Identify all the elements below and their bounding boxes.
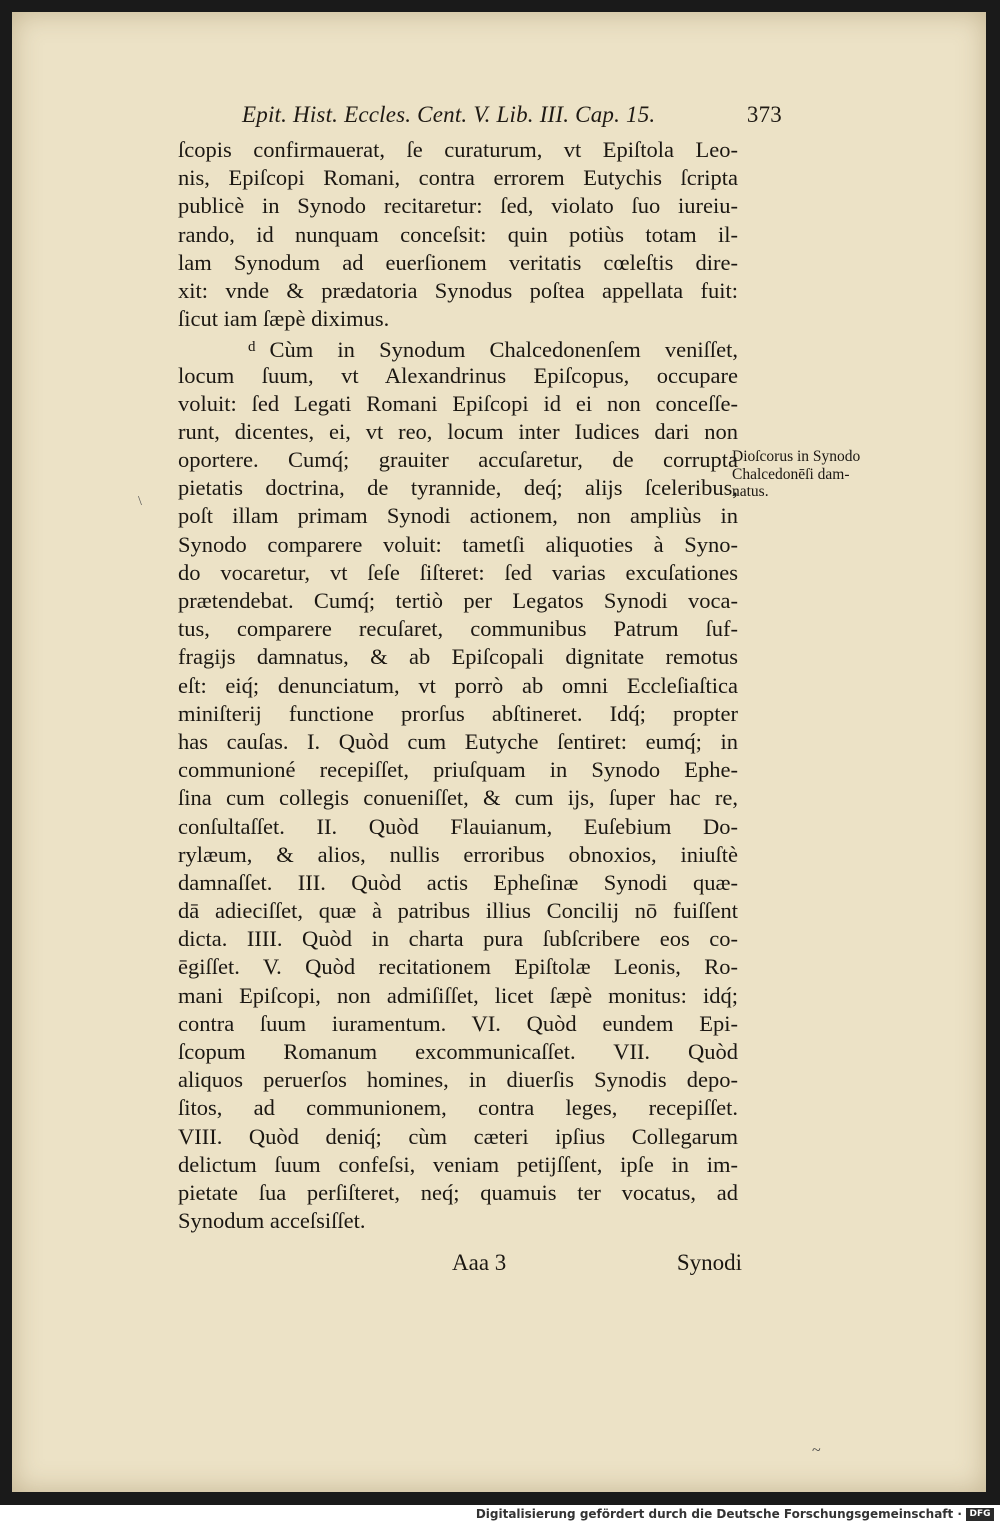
text-line: ſicut iam ſæpè diximus.	[178, 306, 390, 332]
text-line: dā adieciſſet, quæ à patribus illius Concilij nō fuiſſent	[178, 898, 738, 924]
paragraph-start-line	[178, 333, 738, 361]
running-head	[242, 102, 782, 130]
text-line: VIII. Quòd deniq́; cùm cæteri ipſius Collegarum	[178, 1123, 738, 1149]
text-line: Synodo comparere voluit: tametſi aliquoties à Syno-	[178, 531, 738, 557]
text-line: tus, comparere recuſaret, communibus Patrum ſuf-	[178, 616, 738, 642]
text-line: ſcopis confirmauerat, ſe curaturum, vt Epiſtola Leo-	[178, 137, 738, 162]
text-line: Cùm in Synodum Chalcedonenſem veniſſet,	[269, 337, 738, 363]
text-line: rylæum, & alios, nullis erroribus obnoxios, iniuſtè	[178, 841, 738, 867]
signature-mark: Aaa 3	[452, 1250, 507, 1275]
text-line: has cauſas. I. Quòd cum Eutyche ſentiret: eumq́; in	[178, 728, 738, 754]
page-footer	[452, 1250, 742, 1280]
funding-credit: Digitalisierung gefördert durch die Deutsche Forschungsgemeinschaft ·	[475, 1507, 962, 1521]
book-page	[12, 12, 986, 1492]
text-line: communioné recepiſſet, priuſquam in Synodo Ephe-	[178, 757, 738, 783]
text-line: xit: vnde & prædatoria Synodus poſtea appellata fuit:	[178, 277, 738, 303]
marginal-note-line: Chalcedonēſi dam-	[732, 465, 850, 483]
text-line: eſt: eiq́; denunciatum, vt porrò ab omni Eccleſiaſtica	[178, 672, 738, 698]
marginal-note	[732, 448, 922, 501]
paragraph-marker: d	[248, 339, 256, 356]
text-line: publicè in Synodo recitaretur: ſed, violato ſuo iureiu-	[178, 193, 738, 219]
text-line: ēgiſſet. V. Quòd recitationem Epiſtolæ Leonis, Ro-	[178, 954, 738, 980]
text-line: pietate ſua perſiſteret, neq́; quamuis ter vocatus, ad	[178, 1179, 738, 1205]
text-line: contra ſuum iuramentum. VI. Quòd eundem Epi-	[178, 1010, 738, 1036]
page-number: 373	[746, 102, 782, 127]
text-line: aliquos peruerſos homines, in diuerſis Synodis depo-	[178, 1067, 738, 1093]
text-line: mani Epiſcopi, non admiſiſſet, licet ſæpè monitus: idq́;	[178, 982, 738, 1008]
text-line: runt, dicentes, ei, vt reo, locum inter Iudices dari non	[178, 418, 738, 444]
text-line: delictum ſuum confeſsi, veniam petijſſent, ipſe in im-	[178, 1151, 738, 1177]
text-line: pietatis doctrina, de tyrannide, deq́; alijs ſceleribus,	[178, 475, 738, 501]
text-line: voluit: ſed Legati Romani Epiſcopi id ei non conceſſe-	[178, 390, 738, 416]
text-line: damnaſſet. III. Quòd actis Epheſinæ Synodi quæ-	[178, 869, 738, 895]
text-line: nis, Epiſcopi Romani, contra errorem Eutychis ſcripta	[178, 165, 738, 191]
dfg-logo-icon: DFG	[966, 1508, 994, 1521]
text-line: Synodum acceſsiſſet.	[178, 1208, 366, 1234]
text-line: poſt illam primam Synodi actionem, non ampliùs in	[178, 503, 738, 529]
running-head-title: Epit. Hist. Eccles. Cent. V. Lib. III. Cap. 15.	[242, 102, 656, 127]
text-line: miniſterij functione prorſus abſtineret. Idq́; propter	[178, 700, 738, 726]
marginal-note-line: natus.	[732, 483, 769, 500]
text-line: conſultaſſet. II. Quòd Flauianum, Euſebium Do-	[178, 813, 738, 839]
catchword: Synodi	[676, 1250, 742, 1275]
text-line: rando, id nunquam conceſsit: quin potiùs totam il-	[178, 221, 738, 247]
marginal-note-line: Dioſcorus in Synodo	[732, 448, 861, 465]
text-line: ſitos, ad communionem, contra leges, recepiſſet.	[178, 1095, 738, 1121]
text-line: locum ſuum, vt Alexandrinus Epiſcopus, occupare	[178, 362, 738, 388]
text-line: ſcopum Romanum excommunicaſſet. VII. Quòd	[178, 1039, 738, 1064]
ink-speck: \	[138, 494, 142, 509]
text-line: lam Synodum ad euerſionem veritatis cœleſtis dire-	[178, 249, 738, 275]
text-line: prætendebat. Cumq́; tertiò per Legatos Synodi voca-	[178, 588, 738, 613]
body-text	[178, 136, 738, 1235]
credit-bar	[0, 1505, 1000, 1524]
text-line: ſina cum collegis conueniſſet, & cum ijs, ſuper hac re,	[178, 785, 738, 811]
text-line: fragijs damnatus, & ab Epiſcopali dignitate remotus	[178, 644, 738, 670]
text-line: dicta. IIII. Quòd in charta pura ſubſcribere eos co-	[178, 926, 738, 952]
text-line: oportere. Cumq́; grauiter accuſaretur, de corrupta	[178, 447, 738, 473]
ink-speck: ~	[812, 1442, 821, 1459]
text-line: do vocaretur, vt ſeſe ſiſteret: ſed varias excuſationes	[178, 559, 738, 585]
